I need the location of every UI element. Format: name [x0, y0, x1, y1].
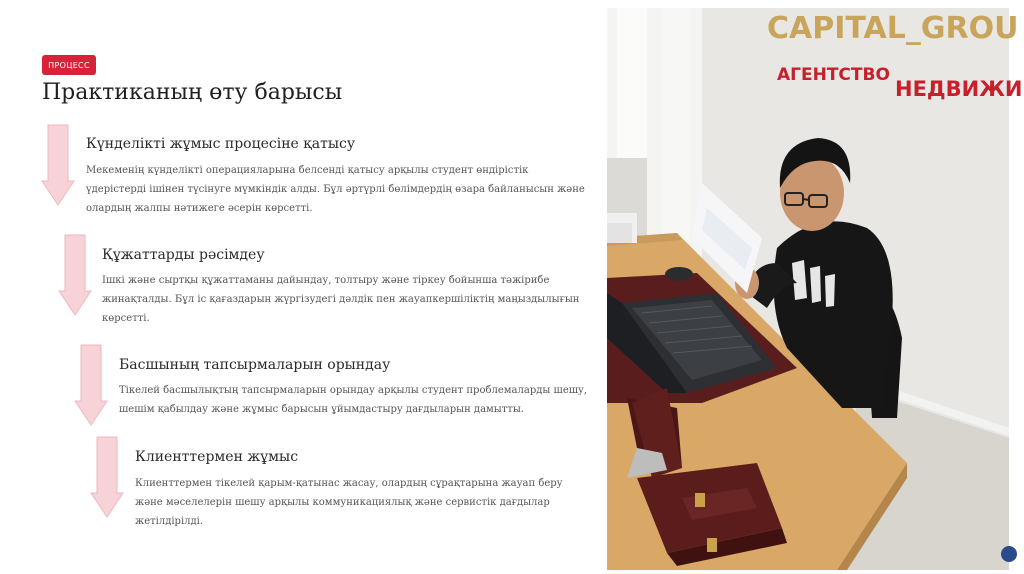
- down-arrow-icon: [58, 234, 92, 316]
- step-title-1: Күнделікті жұмыс процесіне қатысу: [86, 136, 356, 152]
- office-photo: [607, 8, 1023, 570]
- down-arrow-icon: [90, 436, 124, 518]
- step-title-4: Клиенттермен жұмыс: [135, 449, 299, 465]
- down-arrow-icon: [41, 124, 75, 206]
- sign-agency: АГЕНТСТВО: [777, 65, 890, 85]
- step-desc-4: Клиенттермен тікелей қарым-қатынас жасау, олардың сұрақтарына жауап беру және мәселелерін шешу арқылы коммуникациялық және сервистік дағдылар жетілдірілді.: [135, 478, 563, 527]
- sign-company-name: CAPITAL_GROU: [767, 11, 1019, 46]
- step-title-2: Құжаттарды рәсімдеу: [102, 247, 265, 263]
- process-badge: ПРОЦЕСС: [42, 55, 96, 75]
- corner-indicator: [1001, 546, 1017, 562]
- step-desc-1: Мекеменің күнделікті операцияларына белсенді қатысу арқылы студент өндірістік үдерістерді ішінен түсінуге мүмкіндік алды. Бұл әртүрлі бөлімдердің өзара байланысын және олардың жалпы нәтижеге әсерін көрсетті.: [86, 165, 585, 214]
- page-title: Практиканың өту барысы: [42, 80, 343, 105]
- step-title-3: Басшының тапсырмаларын орындау: [119, 357, 391, 373]
- down-arrow-icon: [74, 344, 108, 426]
- sign-realty: НЕДВИЖИ: [895, 77, 1023, 101]
- step-desc-3: Тікелей басшылықтың тапсырмаларын орындау арқылы студент проблемаларды шешу, шешім қабылдау және жұмыс барысын ұйымдастыру дағдыларын дамытты.: [119, 385, 588, 415]
- step-desc-2: Ішкі және сыртқы құжаттаманы дайындау, толтыру және тіркеу бойынша тәжірибе жинақталды. Бұл іс қағаздарын жүргізудегі дәлдік пен жауапкершіліктің маңыздылығын көрсетті.: [102, 275, 580, 324]
